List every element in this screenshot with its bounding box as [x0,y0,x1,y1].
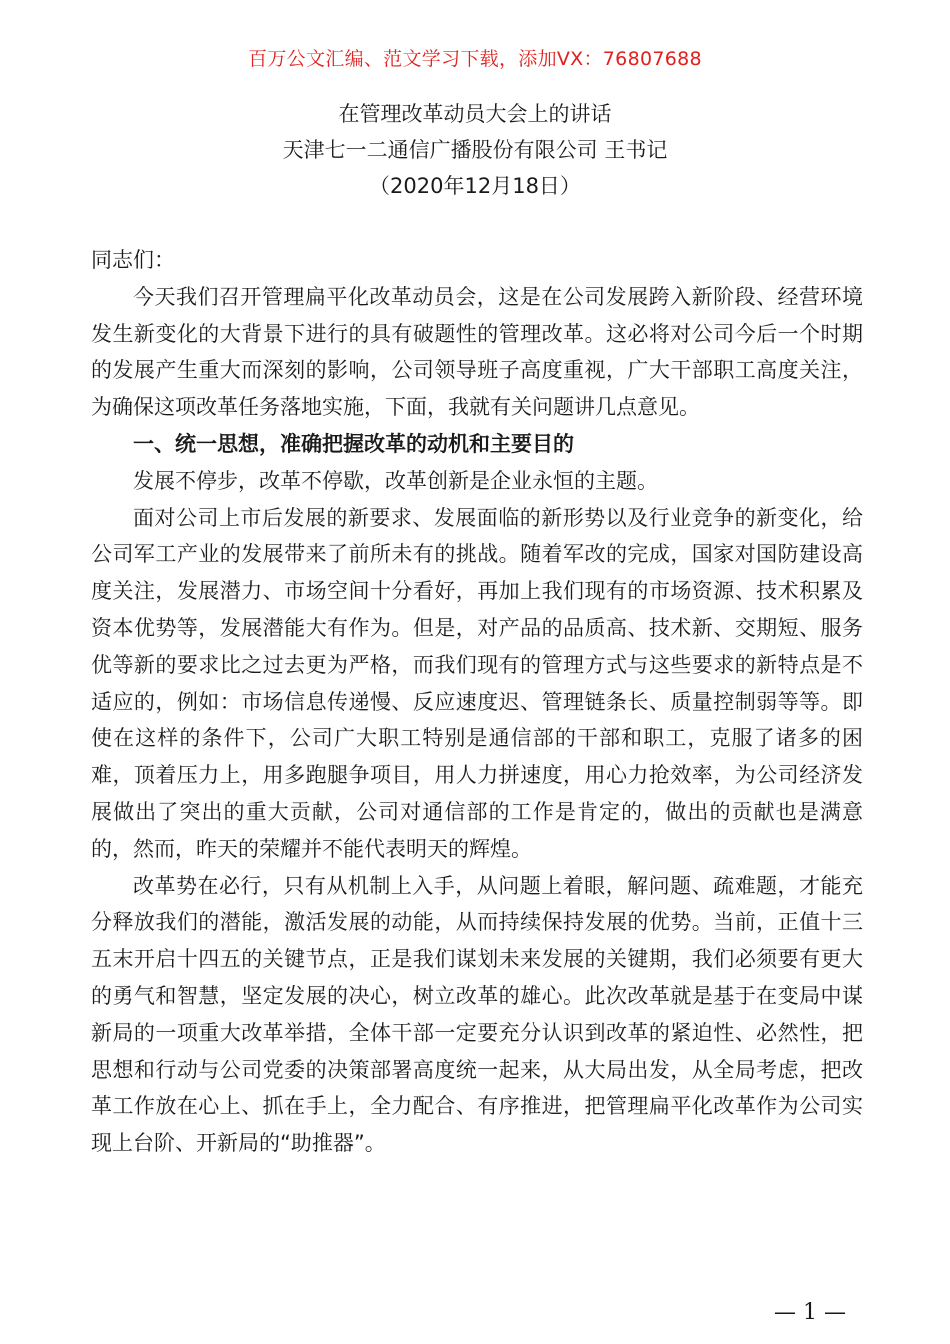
paragraph-intro: 今天我们召开管理扁平化改革动员会，这是在公司发展跨入新阶段、经营环境发生新变化的大背景下进行的具有破题性的管理改革。这必将对公司今后一个时期的发展产生重大而深刻的影响，公司领导班子高度重视，广大干部职工高度关注，为确保这项改革任务落地实施，下面，我就有关问题讲几点意见。 [91,284,863,420]
page-number: — 1 — [774,1300,846,1325]
salutation: 同志们： [91,248,175,272]
paragraph-theme: 发展不停步，改革不停歇，改革创新是企业永恒的主题。 [133,468,658,493]
speech-date: （2020年12月18日） [369,174,581,198]
title-block [0,96,950,204]
speaker-line: 天津七一二通信广播股份有限公司 王书记 [282,138,668,162]
paragraph-reform: 改革势在必行，只有从机制上入手，从问题上着眼，解问题、疏难题，才能充分释放我们的潜能，激活发展的动能，从而持续保持发展的优势。当前，正值十三五末开启十四五的关键节点，正是我们谋划未来发展的关键期，我们必须要有更大的勇气和智慧，坚定发展的决心，树立改革的雄心。此次改革就是基于在变局中谋新局的一项重大改革举措，全体干部一定要充分认识到改革的紧迫性、必然性，把思想和行动与公司党委的决策部署高度统一起来，从大局出发，从全局考虑，把改革工作放在心上、抓在手上，全力配合、有序推进，把管理扁平化改革作为公司实现上台阶、开新局的“助推器”。 [91,873,863,1156]
speech-body [91,242,863,1162]
speech-title: 在管理改革动员大会上的讲话 [338,102,612,126]
promo-banner: 百万公文汇编、范文学习下载，添加VX：76807688 [248,48,702,70]
paragraph-challenges: 面对公司上市后发展的新要求、发展面临的新形势以及行业竞争的新变化，给公司军工产业的发展带来了前所未有的挑战。随着军改的完成，国家对国防建设高度关注，发展潜力、市场空间十分看好，再加上我们现有的市场资源、技术积累及资本优势等，发展潜能大有作为。但是，对产品的品质高、技术新、交期短、服务优等新的要求比之过去更为严格，而我们现有的管理方式与这些要求的新特点是不适应的，例如：市场信息传递慢、反应速度迟、管理链条长、质量控制弱等等。即使在这样的条件下，公司广大职工特别是通信部的干部和职工，克服了诸多的困难，顶着压力上，用多跑腿争项目，用人力拼速度，用心力抢效率，为公司经济发展做出了突出的重大贡献，公司对通信部的工作是肯定的，做出的贡献也是满意的，然而，昨天的荣耀并不能代表明天的辉煌。 [91,505,863,861]
section-heading-1: 一、统一思想，准确把握改革的动机和主要目的 [133,431,574,456]
